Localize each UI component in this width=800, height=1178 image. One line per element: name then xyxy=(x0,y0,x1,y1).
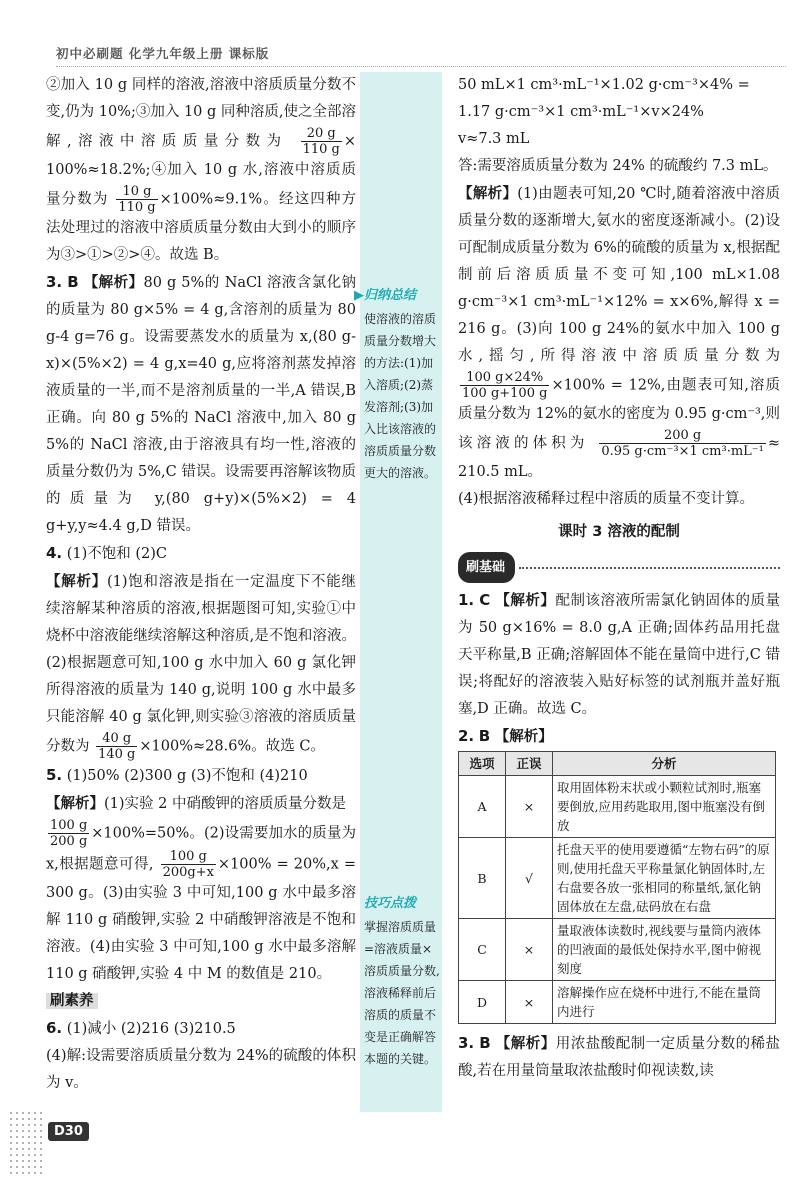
section-band xyxy=(458,552,780,583)
fraction: $\frac{10 g}{110 g}$ xyxy=(118,184,156,215)
col-header: 正误 xyxy=(506,752,553,776)
fraction: $\frac{40 g}{140 g}$ xyxy=(98,731,136,762)
table-row: D × 溶解操作应在烧杯中进行,不能在量筒内进行 xyxy=(459,981,776,1024)
q3-answer: 3. B 【解析】80 g 5%的 NaCl 溶液含氯化钠的质量为 80 g×5% = 4 g,含溶剂的质量为 80 g-4 g=76 g。设需要蒸发水的质量为 x,(80 g-x)×(5%×2) = 4 g,x=40 g,应将溶剂蒸发掉溶液质量的一半,而不是溶剂质量的一半,A 错误,B 正确。向 80 g 5%的 NaCl 溶液中,加入 80 g 5%的 NaCl 溶液,由于溶液具有均一性,溶液的质量分数仍为 5%,C 错误。设需要再溶解该物质的质量为 y,(80 g+y)×(5%×2) = 4 g+y,y≈4.4 g,D 错误。 xyxy=(46,273,357,534)
equation: 1.17 g·cm⁻³×1 cm³·mL⁻¹×v×24% xyxy=(458,104,704,120)
table-header-row xyxy=(459,752,776,776)
answer-line: 答:需要溶质质量分数为 24% 的硫酸约 7.3 mL。 xyxy=(458,158,778,174)
right-column xyxy=(458,72,780,1085)
running-header: 初中必刷题 化学九年级上册 课标版 xyxy=(56,46,270,61)
col-header: 分析 xyxy=(553,752,776,776)
equation: v≈7.3 mL xyxy=(458,131,530,147)
fraction: $\frac{100 g}{200 g}$ xyxy=(50,818,88,849)
q5-answer: 5. (1)50% (2)300 g (3)不饱和 (4)210 【解析】(1)实验 2 中硝酸钾的溶质质量分数是 $\frac{100 g}{200 g}$ ×100%=50%。(2)设需要加水的质量为 x,根据题意可得, $\frac{100 g}{200g+x}$ ×100% = 20%,x = 300 g。(3)由实验 3 中可知,100 g 水中最多溶解 110 g 硝酸钾,实验 2 中硝酸钾溶液是不饱和溶液。(4)由实验 3 中可知,100 g 水中最多溶解 110 g 硝酸钾,实验 4 中 M 的数值是 210。 xyxy=(46,766,356,982)
tip-tag: ▶归纳总结 xyxy=(354,288,416,303)
header-divider xyxy=(56,66,786,67)
analysis-note: (4)根据溶液稀释过程中溶质的质量不变计算。 xyxy=(458,491,755,507)
q4-answer: 4. (1)不饱和 (2)C 【解析】(1)饱和溶液是指在一定温度下不能继续溶解某种溶质的溶液,根据题图可知,实验①中烧杯中溶液能继续溶解这种溶质,是不饱和溶液。(2)根据题意可知,100 g 水中加入 60 g 氯化钾所得溶液的质量为 140 g,说明 100 g 水中最多只能溶解 40 g 氯化钾,则实验③溶液的溶质质量分数为 $\frac{40 g}{140 g}$ ×100%≈28.6%。故选 C。 xyxy=(46,544,356,762)
equation: 50 mL×1 cm³·mL⁻¹×1.02 g·cm⁻³×4% = xyxy=(458,77,750,93)
fraction: $\frac{200 g}{\text{0.95 g·cm⁻³×1 cm³·mL⁻¹}}$ xyxy=(601,428,764,459)
page-number: D30 xyxy=(48,1122,89,1141)
fraction: $\frac{100 g}{200g+x}$ xyxy=(162,849,214,880)
analysis-table xyxy=(458,751,776,1024)
col-header: 选项 xyxy=(459,752,506,776)
q3r-answer: 3. B 【解析】用浓盐酸配制一定质量分数的稀盐酸,若在用量筒量取浓盐酸时仰视读数,读 xyxy=(458,1034,781,1079)
decorative-dots xyxy=(8,1110,44,1178)
left-column xyxy=(46,72,356,1097)
table-row: B √ 托盘天平的使用要遵循“左物右码”的原则,使用托盘天平称量氯化钠固体时,左右盘要各放一张相同的称量纸,氯化钠固体放在左盘,砝码放在右盘 xyxy=(459,838,776,919)
tip-tag: 技巧点拨 xyxy=(364,896,417,911)
fraction: $\frac{100 g\times 24\%}{100 g+100 g}$ xyxy=(462,370,548,401)
table-row: C × 量取液体读数时,视线要与量筒内液体的凹液面的最低处保持水平,图中俯视刻度 xyxy=(459,919,776,981)
q2-continuation: ②加入 10 g 同样的溶液,溶液中溶质质量分数不变,仍为 10%;③加入 10 g 同种溶质,使之全部溶解,溶液中溶质质量分数为 $\frac{20 g}{110 g}$ × 100%≈18.2%;④加入 10 g 水,溶液中溶质质量分数为 $\frac{10 g}{110 g}$ ×100%≈9.1%。经这四种方法处理过的溶液中溶质质量分数由大到小的顺序为③>①>②>④。故选 B。 xyxy=(46,77,357,263)
tip-note: 掌握溶质质量=溶液质量×溶质质量分数,溶液稀释前后溶质的质量不变是正确解答本题的关键。 xyxy=(364,920,440,1066)
table-row: A × 取用固体粉末状或小颗粒试剂时,瓶塞要倒放,应用药匙取用,图中瓶塞没有倒放 xyxy=(459,776,776,838)
section-pill: 刷基础 xyxy=(458,552,515,583)
dotted-rule xyxy=(519,567,780,569)
side-notes-panel xyxy=(354,72,442,1112)
fraction: $\frac{20 g}{110 g}$ xyxy=(302,126,340,157)
tip-note: 使溶液的溶质质量分数增大的方法:(1)加入溶质;(2)蒸发溶剂;(3)加入比该溶液的溶质质量分数更大的溶液。 xyxy=(364,312,437,480)
section-label: 刷素养 xyxy=(46,988,356,1015)
analysis: 【解析】(1)由题表可知,20 ℃时,随着溶液中溶质质量分数的逐渐增大,氨水的密度逐渐减小。(2)设可配制成质量分数为 6%的硫酸的质量为 x,根据配制前后溶质质量不变可知,100 mL×1.08 g·cm⁻³×1 cm³·mL⁻¹×12% = x×6%,解得 x = 216 g。(3)向 100 g 24%的氨水中加入 100 g 水,摇匀,所得溶液中溶质质量分数为 $\frac{100 g\times 24\%}{100 g+100 g}$ ×100% = 12%,由题表可知,溶质质量分数为 12%的氨水的密度为 0.95 g·cm⁻³,则该溶液的体积为 $\frac{200 g}{\text{0.95 g·cm⁻³×1 cm³·mL⁻¹}}$ ≈ 210.5 mL。 xyxy=(458,185,781,480)
q2-answer: 2. B 【解析】 xyxy=(458,727,553,745)
lesson-title: 课时 3 溶液的配制 xyxy=(558,524,680,540)
q6-answer: 6. (1)减小 (2)216 (3)210.5 (4)解:设需要溶质质量分数为 24%的硫酸的体积为 v。 xyxy=(46,1019,356,1091)
q1-answer: 1. C 【解析】配制该溶液所需氯化钠固体的质量为 50 g×16% = 8.0 g,A 正确;固体药品用托盘天平称量,B 正确;溶解固体不能在量筒中进行,C 错误;将配好的溶液装入贴好标签的试剂瓶并盖好瓶塞,D 正确。故选 C。 xyxy=(458,591,781,717)
